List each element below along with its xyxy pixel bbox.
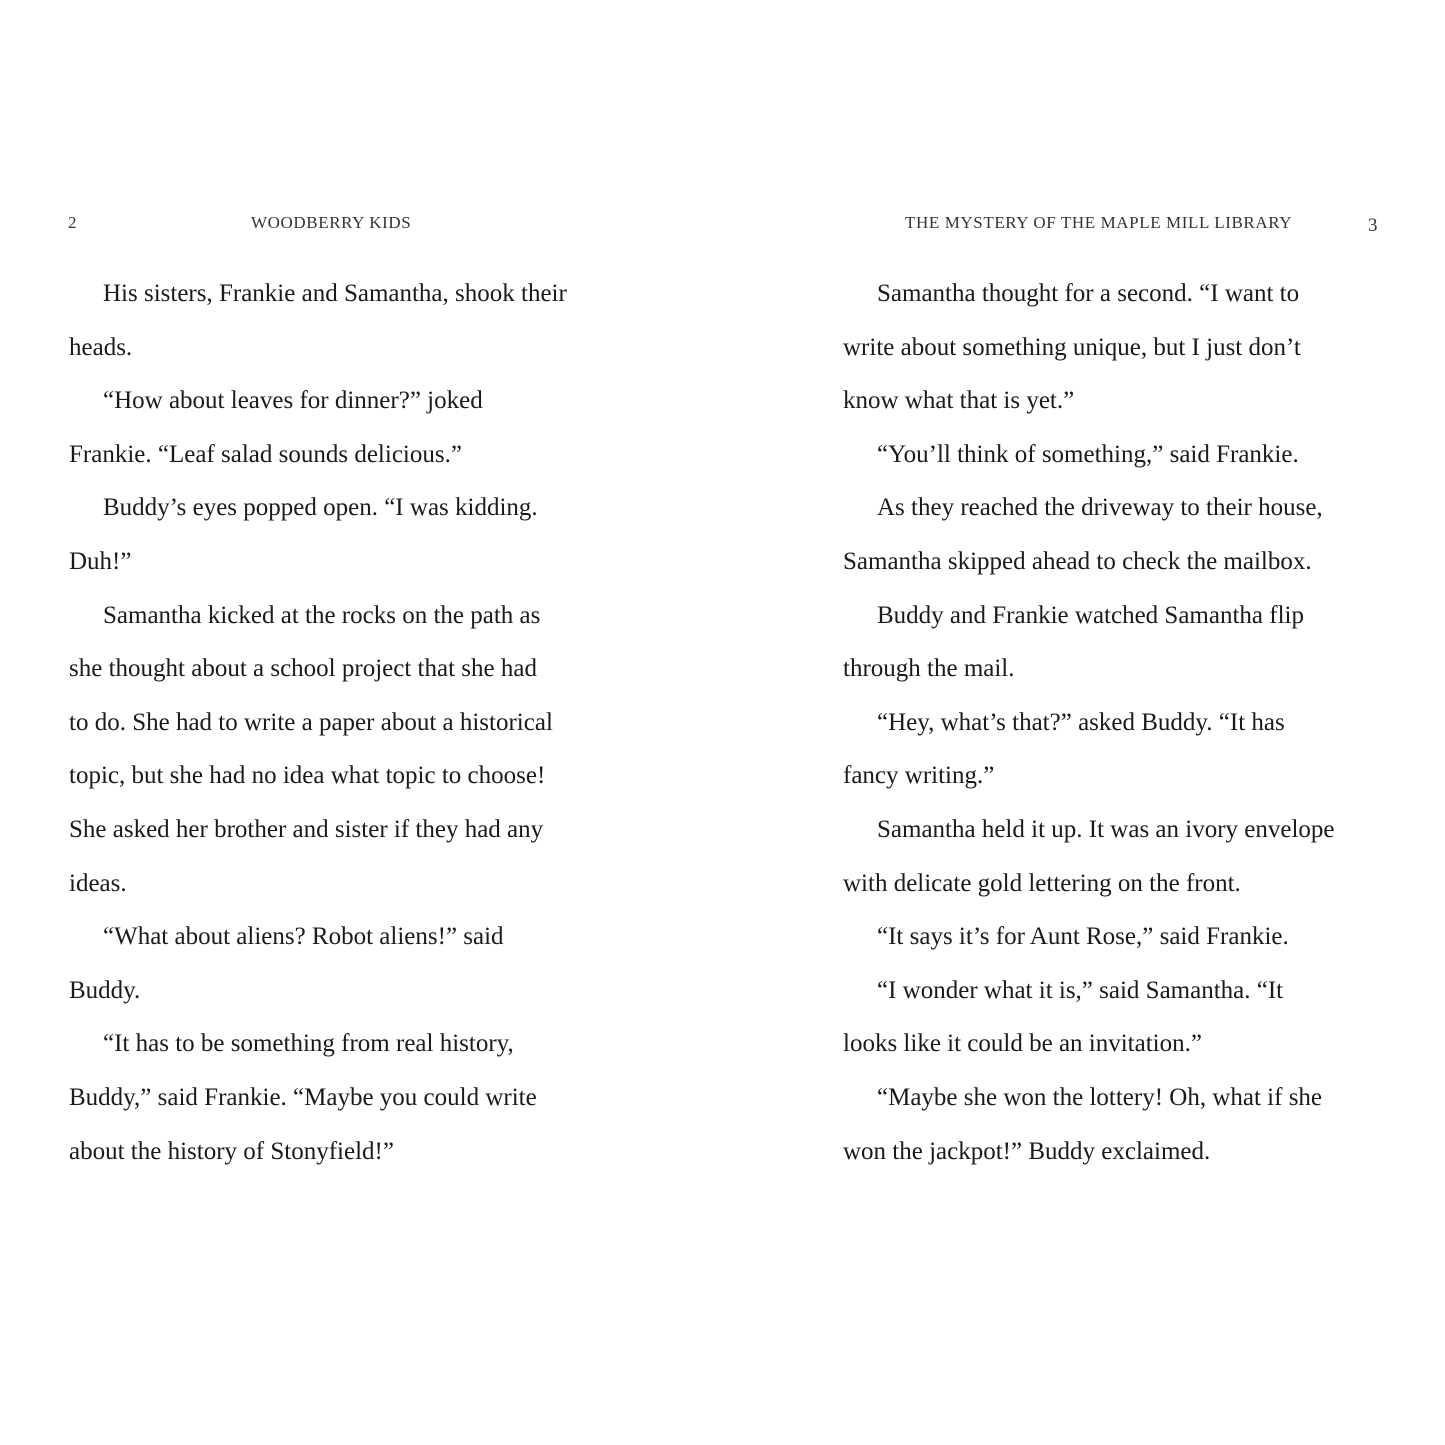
text-line: “Hey, what’s that?” asked Buddy. “It has: [877, 708, 1285, 736]
text-line: looks like it could be an invitation.”: [843, 1030, 1202, 1058]
text-line: through the mail.: [843, 655, 1015, 683]
text-line: won the jackpot!” Buddy exclaimed.: [843, 1137, 1211, 1165]
body-text: [843, 267, 1403, 1178]
right-page: [722, 0, 1445, 1445]
body-text: [69, 267, 629, 1178]
text-line: about the history of Stonyfield!”: [69, 1137, 394, 1165]
text-line: ideas.: [69, 869, 127, 897]
running-head: THE MYSTERY OF THE MAPLE MILL LIBRARY: [905, 213, 1293, 232]
running-head: WOODBERRY KIDS: [251, 213, 412, 232]
text-line: Samantha skipped ahead to check the mailbox.: [843, 547, 1312, 575]
text-line: heads.: [69, 333, 133, 361]
text-line: Samantha kicked at the rocks on the path as: [103, 601, 541, 629]
text-line: “It has to be something from real history,: [103, 1030, 514, 1058]
text-line: “What about aliens? Robot aliens!” said: [103, 923, 504, 951]
text-line: with delicate gold lettering on the front.: [843, 869, 1241, 897]
text-line: write about something unique, but I just don’t: [843, 333, 1301, 361]
text-line: “It says it’s for Aunt Rose,” said Frankie.: [877, 923, 1289, 951]
text-line: “You’ll think of something,” said Frankie.: [877, 440, 1299, 468]
left-page: [0, 0, 722, 1445]
text-line: to do. She had to write a paper about a historical: [69, 708, 553, 736]
text-line: “How about leaves for dinner?” joked: [103, 387, 483, 415]
text-line: Buddy.: [69, 976, 141, 1004]
text-line: Buddy,” said Frankie. “Maybe you could write: [69, 1083, 537, 1111]
text-line: know what that is yet.”: [843, 387, 1075, 415]
text-line: Buddy and Frankie watched Samantha flip: [877, 601, 1304, 629]
text-line: She asked her brother and sister if they had any: [69, 815, 544, 843]
text-line: “I wonder what it is,” said Samantha. “It: [877, 976, 1284, 1004]
text-line: she thought about a school project that she had: [69, 655, 537, 683]
text-line: Samantha thought for a second. “I want to: [877, 280, 1300, 307]
text-line: “Maybe she won the lottery! Oh, what if she: [877, 1083, 1323, 1111]
text-line: topic, but she had no idea what topic to choose!: [69, 762, 546, 790]
page-number: 3: [1368, 215, 1378, 236]
text-line: As they reached the driveway to their house,: [877, 494, 1323, 522]
text-line: Duh!”: [69, 547, 132, 575]
text-line: Frankie. “Leaf salad sounds delicious.”: [69, 440, 462, 468]
text-line: Buddy’s eyes popped open. “I was kidding.: [103, 494, 538, 522]
page-number: 2: [68, 213, 77, 232]
text-line: fancy writing.”: [843, 762, 995, 790]
text-line: His sisters, Frankie and Samantha, shook their: [103, 280, 567, 307]
text-line: Samantha held it up. It was an ivory envelope: [877, 815, 1335, 843]
